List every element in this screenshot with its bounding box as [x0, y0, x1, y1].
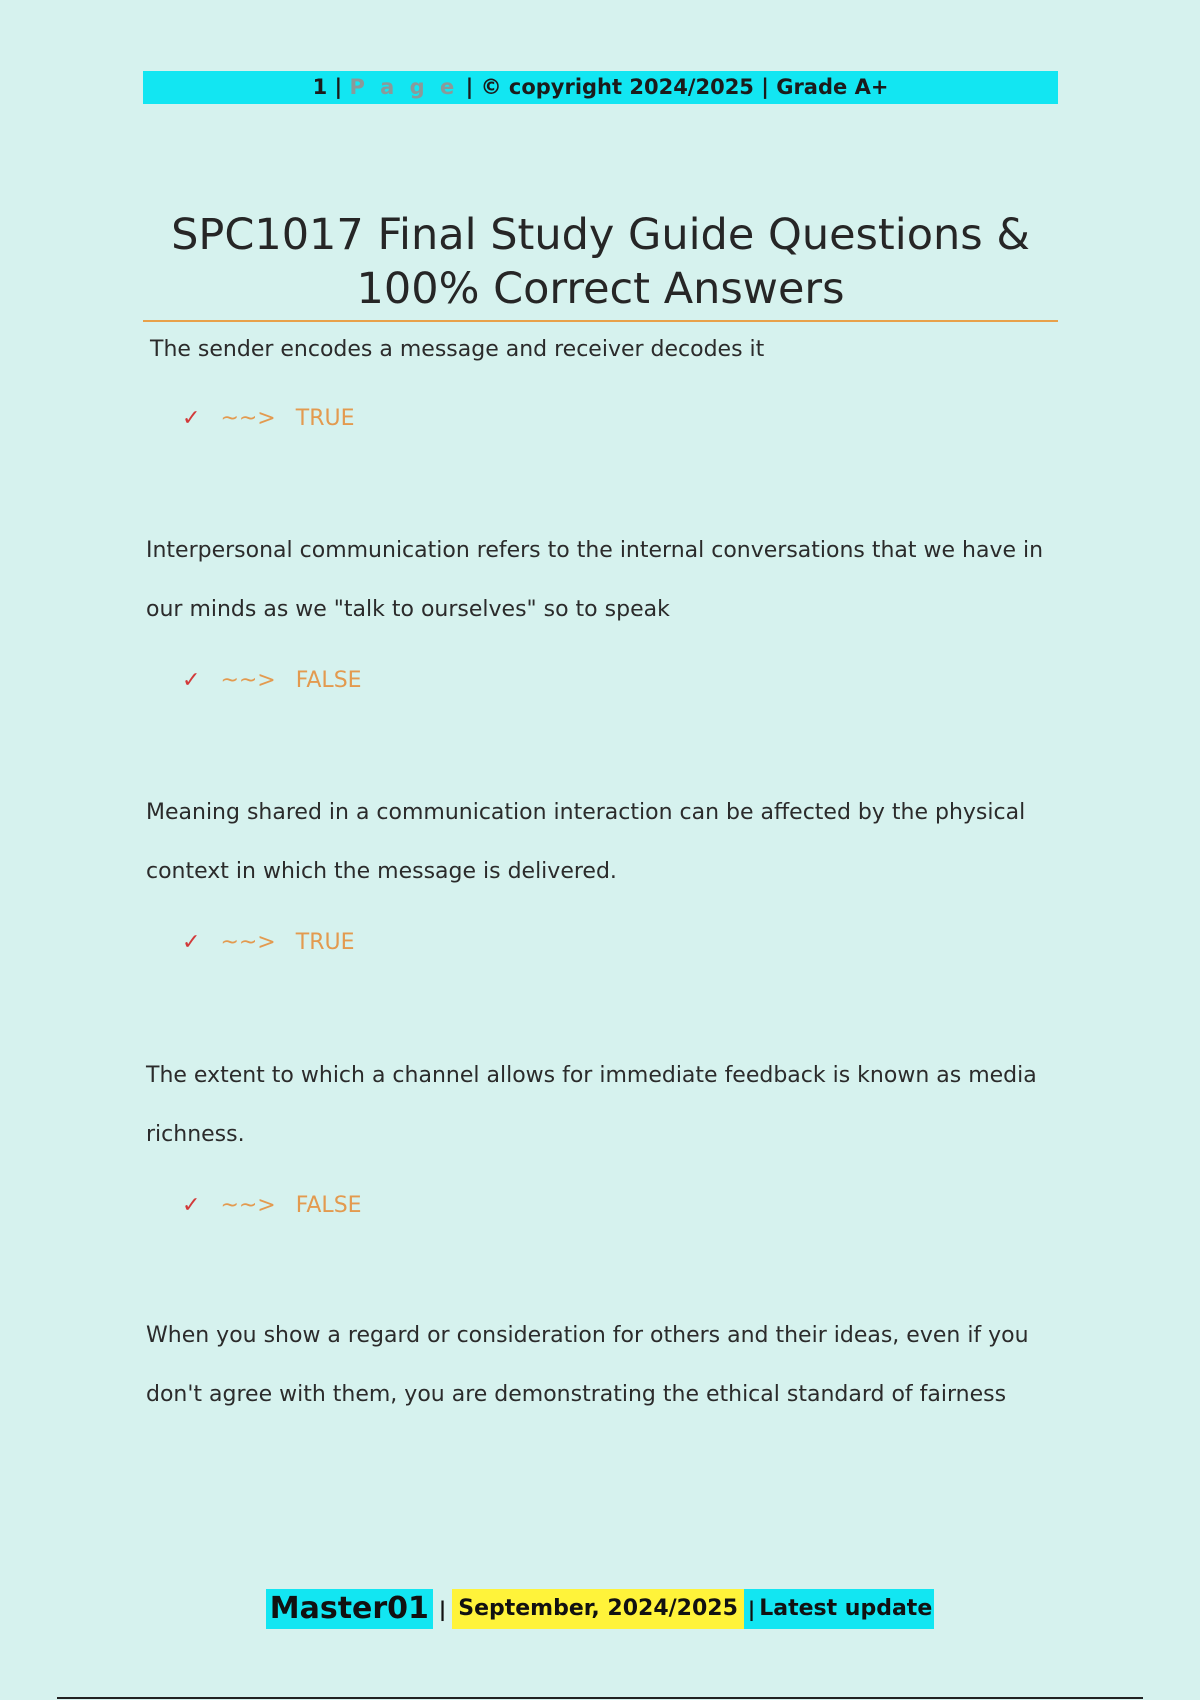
copyright-text: © copyright 2024/2025 — [480, 75, 754, 99]
arrow-marker: ~~> — [220, 1193, 276, 1218]
header-separator: | — [334, 75, 343, 99]
title-line-2: 100% Correct Answers — [356, 264, 845, 314]
answer-4-value: FALSE — [295, 1193, 362, 1218]
bottom-divider — [57, 1697, 1143, 1699]
header-separator: | — [761, 75, 769, 99]
answer-1-value: TRUE — [295, 406, 355, 431]
latest-update-label: Latest update — [759, 1589, 934, 1629]
page-footer — [0, 1589, 1200, 1629]
question-5: When you show a regard or consideration for others and their ideas, even if you don't agree with them, you are demonstrating the ethical standard of fairness — [146, 1323, 1029, 1407]
title-line-1: SPC1017 Final Study Guide Questions & — [171, 210, 1030, 260]
arrow-marker: ~~> — [220, 406, 276, 431]
document-title — [143, 208, 1058, 316]
question-4: The extent to which a channel allows for immediate feedback is known as media richness. — [146, 1063, 1037, 1147]
answer-2 — [182, 668, 362, 693]
arrow-marker: ~~> — [220, 930, 276, 955]
page-number: 1 — [312, 75, 328, 99]
author-tag: Master01 — [266, 1589, 433, 1629]
footer-separator: | — [438, 1597, 447, 1621]
footer-date: September, 2024/2025 — [452, 1589, 744, 1629]
header-separator: | — [465, 75, 474, 99]
answer-2-value: FALSE — [295, 668, 362, 693]
check-icon: ✓ — [182, 1193, 201, 1218]
check-icon: ✓ — [182, 930, 201, 955]
answer-3 — [182, 930, 354, 955]
arrow-marker: ~~> — [220, 668, 276, 693]
answer-3-value: TRUE — [295, 930, 355, 955]
answer-4 — [182, 1193, 362, 1218]
question-3: Meaning shared in a communication interaction can be affected by the physical context in which the message is delivered. — [146, 800, 1026, 884]
page-word: P a g e — [349, 75, 459, 99]
check-icon: ✓ — [182, 406, 201, 431]
question-2: Interpersonal communication refers to the internal conversations that we have in our minds as we "talk to ourselves" so to speak — [146, 538, 1044, 622]
grade-text: Grade A+ — [776, 75, 889, 99]
check-icon: ✓ — [182, 668, 201, 693]
footer-separator: | — [744, 1589, 759, 1629]
question-1: The sender encodes a message and receiver decodes it — [150, 337, 765, 362]
page-header-bar — [143, 71, 1058, 104]
answer-1 — [182, 406, 354, 431]
